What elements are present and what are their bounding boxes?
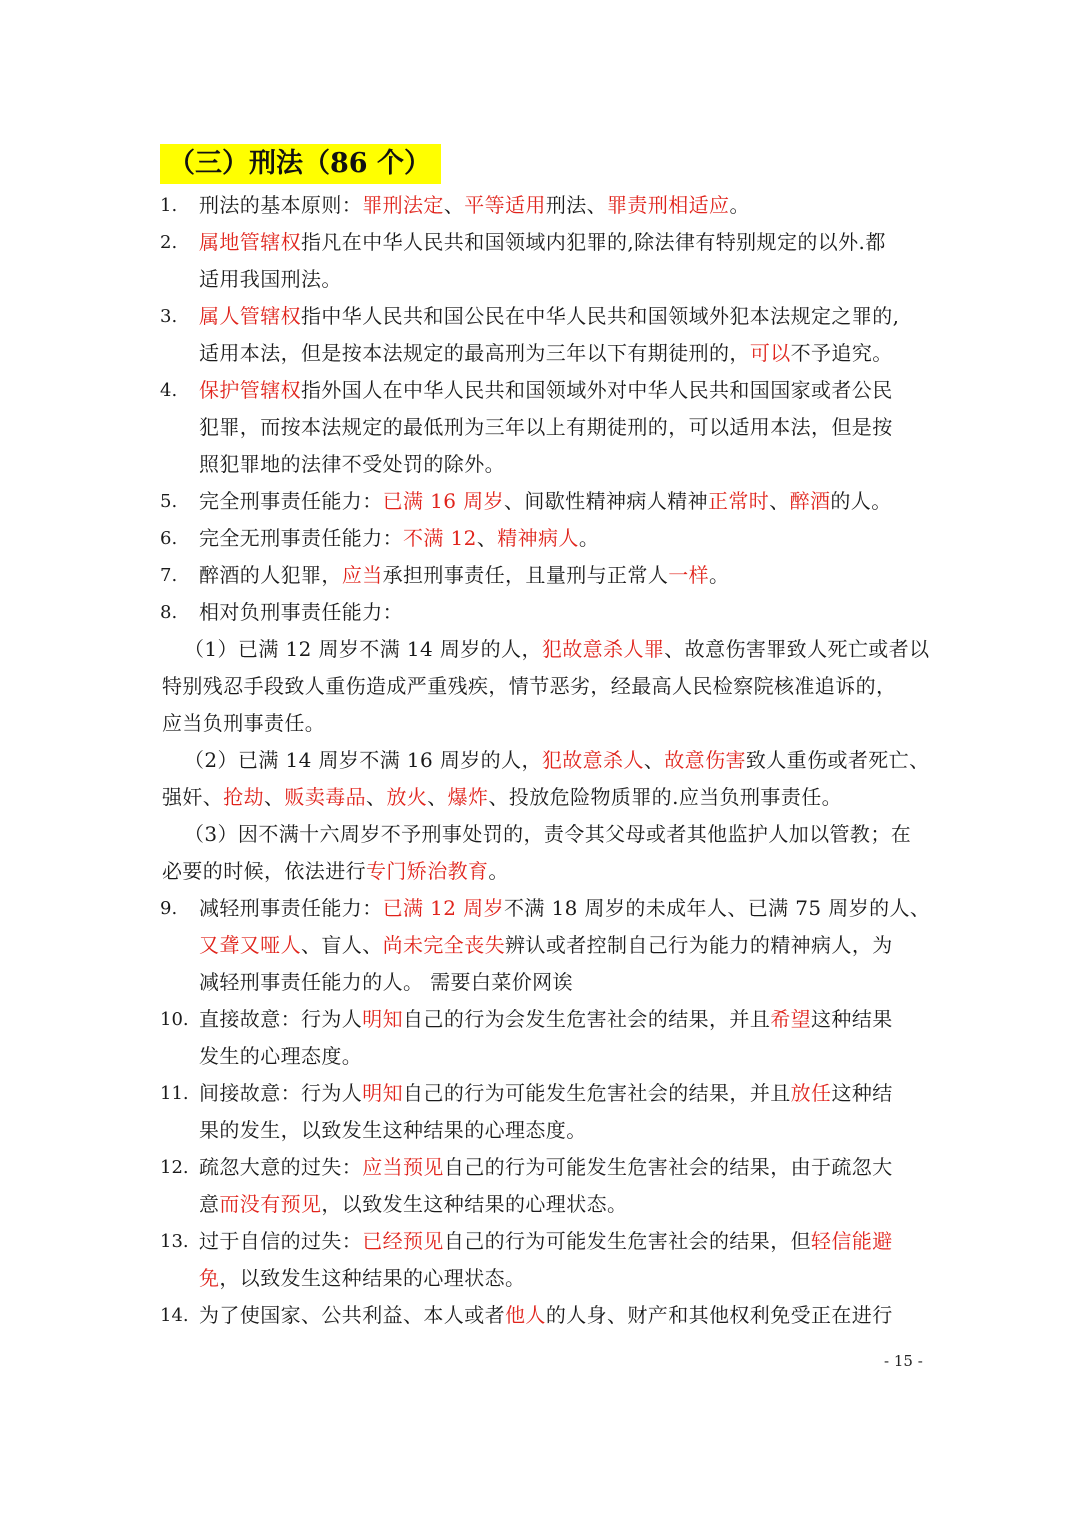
highlighted-term: 可以	[749, 341, 791, 365]
highlighted-term: 明知	[362, 1007, 404, 1031]
text-segment: 疏忽大意的过失：	[199, 1155, 363, 1179]
highlighted-term: 他人	[505, 1303, 546, 1327]
item-number: 7.	[160, 565, 178, 586]
highlighted-term: 正常时	[707, 489, 770, 513]
text-segment: 强奸、	[162, 785, 224, 809]
text-segment: 承担刑事责任，且量刑与正常人	[382, 563, 669, 587]
text-segment: 自己的行为可能发生危害社会的结果，并且	[403, 1081, 791, 1105]
highlighted-term: 贩卖毒品	[284, 785, 367, 809]
text-line	[199, 1038, 362, 1075]
highlighted-term: 一样	[668, 563, 710, 587]
text-segment: 减轻刑事责任能力的人。 需要白菜价网诶	[199, 970, 573, 994]
text-segment: 、间歇性精神病人精神	[503, 489, 708, 513]
text-line	[199, 446, 505, 483]
text-line	[199, 1260, 525, 1297]
item-number: 9.	[160, 898, 178, 919]
item-number: 1.	[160, 195, 178, 216]
text-line	[199, 594, 403, 631]
text-segment: 自己的行为可能发生危害社会的结果，由于疏忽大	[443, 1155, 893, 1179]
text-line	[199, 372, 893, 409]
text-segment: 、	[264, 785, 285, 809]
text-segment: 、盲人、	[301, 933, 383, 957]
text-segment: 这种结	[831, 1081, 893, 1105]
highlighted-term: 醉酒	[789, 489, 831, 513]
text-segment: 犯罪，而按本法规定的最低刑为三年以上有期徒刑的，可以适用本法，但是按	[199, 415, 893, 439]
text-segment: 间接故意：行为人	[199, 1081, 363, 1105]
text-segment: 减轻刑事责任能力：	[199, 896, 383, 920]
item-number: 8.	[160, 602, 178, 623]
highlighted-term: 而没有预见	[219, 1192, 322, 1216]
text-segment: 直接故意：行为人	[199, 1007, 363, 1031]
highlighted-term: 已满 12 周岁	[382, 896, 504, 920]
text-segment: 自己的行为会发生危害社会的结果，并且	[403, 1007, 771, 1031]
text-line	[184, 816, 911, 853]
text-segment: 。	[709, 563, 730, 587]
text-line	[184, 631, 929, 668]
text-line	[162, 668, 896, 705]
text-line	[162, 853, 509, 890]
text-line	[199, 409, 893, 446]
text-segment: 的人身、财产和其他权利免受正在进行	[545, 1303, 893, 1327]
text-segment: 发生的心理态度。	[199, 1044, 363, 1068]
text-line	[162, 779, 842, 816]
page-number: - 15 -	[884, 1352, 923, 1370]
text-segment: 完全刑事责任能力：	[199, 489, 383, 513]
highlighted-term: 平等适用	[464, 193, 546, 217]
text-segment: 过于自信的过失：	[199, 1229, 363, 1253]
text-segment: 完全无刑事责任能力：	[199, 526, 403, 550]
text-line	[199, 298, 899, 335]
highlighted-term: 精神病人	[497, 526, 579, 550]
text-segment: 适用我国刑法。	[199, 267, 342, 291]
text-segment: 致人重伤或者死亡、	[745, 748, 930, 772]
text-line	[199, 335, 893, 372]
text-line	[199, 890, 930, 927]
text-segment: （3）因不满十六周岁不予刑事处罚的，责令其父母或者其他监护人加以管教；在	[184, 822, 912, 846]
text-segment: 特别残忍手段致人重伤造成严重残疾，情节恶劣，经最高人民检察院核准追诉的，	[162, 674, 897, 698]
text-segment: 指凡在中华人民共和国领域内犯罪的,除法律有特别规定的以外.都	[301, 230, 886, 254]
highlighted-term: 犯故意杀人	[541, 748, 644, 772]
text-line	[199, 964, 573, 1001]
text-line	[199, 557, 729, 594]
text-line	[199, 1112, 587, 1149]
text-line	[199, 1001, 893, 1038]
text-segment: 相对负刑事责任能力：	[199, 600, 403, 624]
text-segment: 意	[199, 1192, 220, 1216]
text-line	[199, 1223, 893, 1260]
text-segment: 应当负刑事责任。	[162, 711, 326, 735]
highlighted-term: 不满 12	[403, 526, 477, 550]
text-line	[162, 705, 325, 742]
text-segment: 照犯罪地的法律不受处罚的除外。	[199, 452, 505, 476]
highlighted-term: 已经预见	[362, 1229, 444, 1253]
highlighted-term: 又聋又哑人	[199, 933, 301, 957]
text-segment: 、	[476, 526, 498, 550]
highlighted-term: 放火	[386, 785, 428, 809]
highlighted-term: 保护管辖权	[199, 378, 301, 402]
text-line	[199, 520, 599, 557]
highlighted-term: 尚未完全丧失	[382, 933, 506, 957]
text-segment: 必要的时候，依法进行	[162, 859, 366, 883]
text-segment: 。	[729, 193, 750, 217]
text-segment: 、投放危险物质罪的.应当负刑事责任。	[488, 785, 843, 809]
text-line	[199, 261, 342, 298]
highlighted-term: 故意伤害	[664, 748, 746, 772]
text-segment: 指外国人在中华人民共和国领域外对中华人民共和国国家或者公民	[301, 378, 893, 402]
highlighted-term: 免	[199, 1266, 220, 1290]
text-segment: 果的发生，以致发生这种结果的心理态度。	[199, 1118, 587, 1142]
item-number: 10.	[160, 1009, 189, 1030]
highlighted-term: 犯故意杀人罪	[541, 637, 665, 661]
highlighted-term: 已满 16 周岁	[382, 489, 504, 513]
text-segment: 、	[769, 489, 790, 513]
highlighted-term: 明知	[362, 1081, 404, 1105]
item-number: 3.	[160, 306, 178, 327]
item-number: 6.	[160, 528, 178, 549]
text-line	[199, 1186, 627, 1223]
text-segment: 。	[488, 859, 509, 883]
highlighted-term: 放任	[790, 1081, 832, 1105]
text-line	[199, 1297, 893, 1334]
text-segment: 这种结果	[811, 1007, 893, 1031]
item-number: 11.	[160, 1083, 189, 1104]
text-segment: 的人。	[830, 489, 892, 513]
text-segment: 、	[366, 785, 387, 809]
text-segment: 不满 18 周岁的未成年人、已满 75 周岁的人、	[503, 896, 931, 920]
text-segment: （1）已满 12 周岁不满 14 周岁的人，	[184, 637, 542, 661]
text-segment: 、	[443, 193, 465, 217]
text-line	[199, 1075, 893, 1112]
text-segment: （2）已满 14 周岁不满 16 周岁的人，	[184, 748, 542, 772]
text-segment: ，以致发生这种结果的心理状态。	[321, 1192, 628, 1216]
highlighted-term: 罪责刑相适应	[607, 193, 730, 217]
text-segment: 自己的行为可能发生危害社会的结果，但	[443, 1229, 812, 1253]
text-line	[199, 1149, 893, 1186]
item-number: 5.	[160, 491, 178, 512]
text-segment: 、	[643, 748, 665, 772]
item-number: 2.	[160, 232, 178, 253]
text-segment: 刑法的基本原则：	[199, 193, 363, 217]
highlighted-term: 爆炸	[447, 785, 489, 809]
text-segment: 醉酒的人犯罪，	[199, 563, 342, 587]
highlighted-term: 应当预见	[362, 1155, 444, 1179]
text-segment: 辨认或者控制自己行为能力的精神病人，为	[505, 933, 893, 957]
item-number: 13.	[160, 1231, 189, 1252]
text-segment: 指中华人民共和国公民在中华人民共和国领域外犯本法规定之罪的,	[301, 304, 900, 328]
text-segment: 、故意伤害罪致人死亡或者以	[664, 637, 930, 661]
text-segment: 。	[578, 526, 600, 550]
text-segment: 不予追究。	[790, 341, 893, 365]
text-segment: 刑法、	[545, 193, 608, 217]
highlighted-term: 专门矫治教育	[366, 859, 489, 883]
highlighted-term: 抢劫	[223, 785, 265, 809]
section-heading: （三）刑法（86 个）	[160, 144, 441, 184]
text-segment: 适用本法，但是按本法规定的最高刑为三年以下有期徒刑的，	[199, 341, 750, 365]
text-line	[199, 187, 750, 224]
item-number: 14.	[160, 1305, 189, 1326]
text-line	[184, 742, 929, 779]
text-line	[199, 224, 886, 261]
highlighted-term: 属人管辖权	[199, 304, 301, 328]
highlighted-term: 希望	[770, 1007, 812, 1031]
highlighted-term: 属地管辖权	[199, 230, 301, 254]
text-line	[199, 927, 893, 964]
highlighted-term: 应当	[341, 563, 383, 587]
highlighted-term: 轻信能避	[811, 1229, 893, 1253]
text-segment: 为了使国家、公共利益、本人或者	[199, 1303, 505, 1327]
item-number: 4.	[160, 380, 178, 401]
text-segment: 、	[427, 785, 448, 809]
text-line	[199, 483, 892, 520]
text-segment: ，以致发生这种结果的心理状态。	[219, 1266, 526, 1290]
highlighted-term: 罪刑法定	[362, 193, 444, 217]
item-number: 12.	[160, 1157, 189, 1178]
